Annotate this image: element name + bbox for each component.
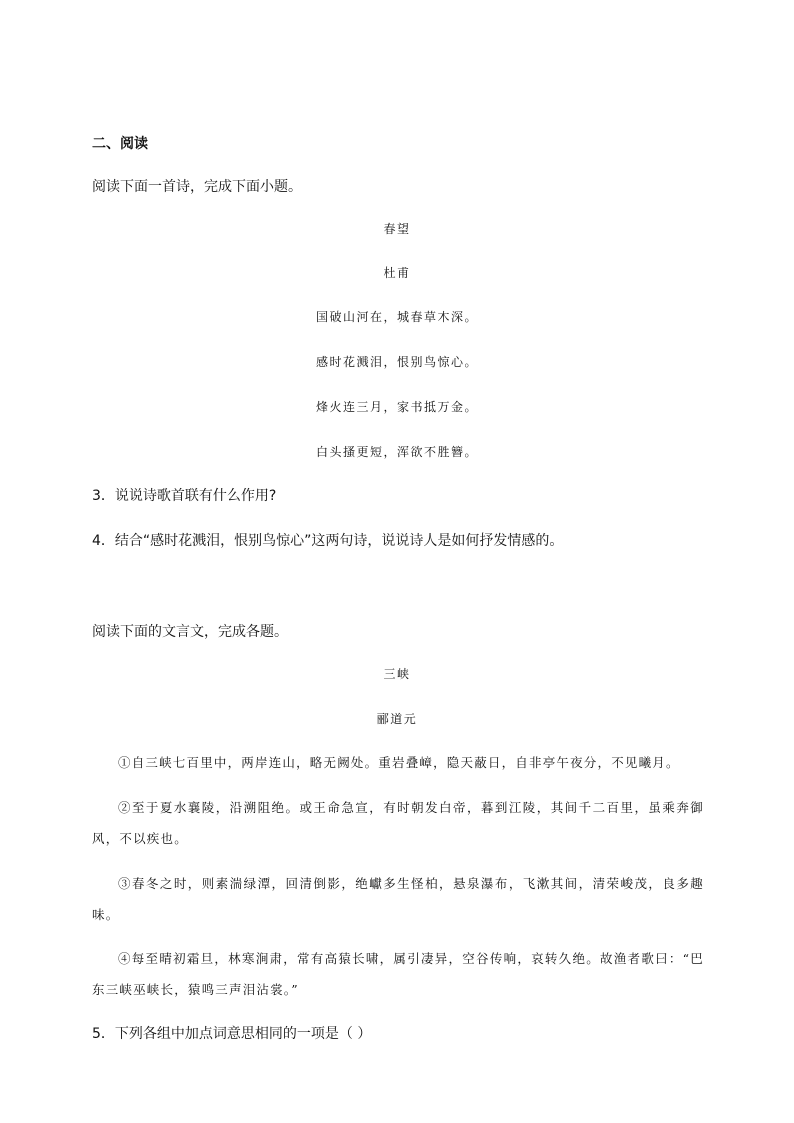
poem-line: 感时花溅泪，恨别鸟惊心。 (315, 355, 478, 369)
prose-author: 郦道元 (376, 712, 418, 726)
poem-author: 杜甫 (383, 266, 411, 280)
prose-title: 三峡 (383, 667, 411, 681)
poem-instruction: 阅读下面一首诗，完成下面小题。 (92, 179, 302, 195)
prose-paragraph-3: ③春冬之时，则素湍绿潭，回清倒影，绝巘多生怪柏，悬泉瀑布，飞漱其间，清荣峻茂，良多趣味。 (92, 876, 704, 922)
poem-line: 国破山河在，城春草木深。 (315, 310, 478, 324)
prose-paragraph-1: ①自三峡七百里中，两岸连山，略无阙处。重岩叠嶂，隐天蔽日，自非亭午夜分，不见曦月。 (118, 755, 680, 770)
question-5: 5．下列各组中加点词意思相同的一项是（ ） (92, 1026, 372, 1042)
poem-line: 白头搔更短，浑欲不胜簪。 (315, 445, 478, 459)
question-4: 4．结合“感时花溅泪，恨别鸟惊心”这两句诗，说说诗人是如何抒发情感的。 (92, 533, 564, 549)
section-title: 二、阅读 (92, 136, 148, 152)
question-3: 3．说说诗歌首联有什么作用? (92, 488, 277, 504)
prose-paragraph-4: ④每至晴初霜旦，林寒涧肃，常有高猿长啸，属引凄异，空谷传响，哀转久绝。故渔者歌曰：“巴东三峡巫峡长，猿鸣三声泪沾裳。” (92, 951, 704, 997)
prose-paragraph-2: ②至于夏水襄陵，沿溯阻绝。或王命急宣，有时朝发白帝，暮到江陵，其间千二百里，虽乘奔御风，不以疾也。 (92, 800, 704, 846)
poem-line: 烽火连三月，家书抵万金。 (315, 400, 478, 414)
prose-instruction: 阅读下面的文言文，完成各题。 (92, 624, 288, 640)
poem-title: 春望 (383, 222, 411, 236)
